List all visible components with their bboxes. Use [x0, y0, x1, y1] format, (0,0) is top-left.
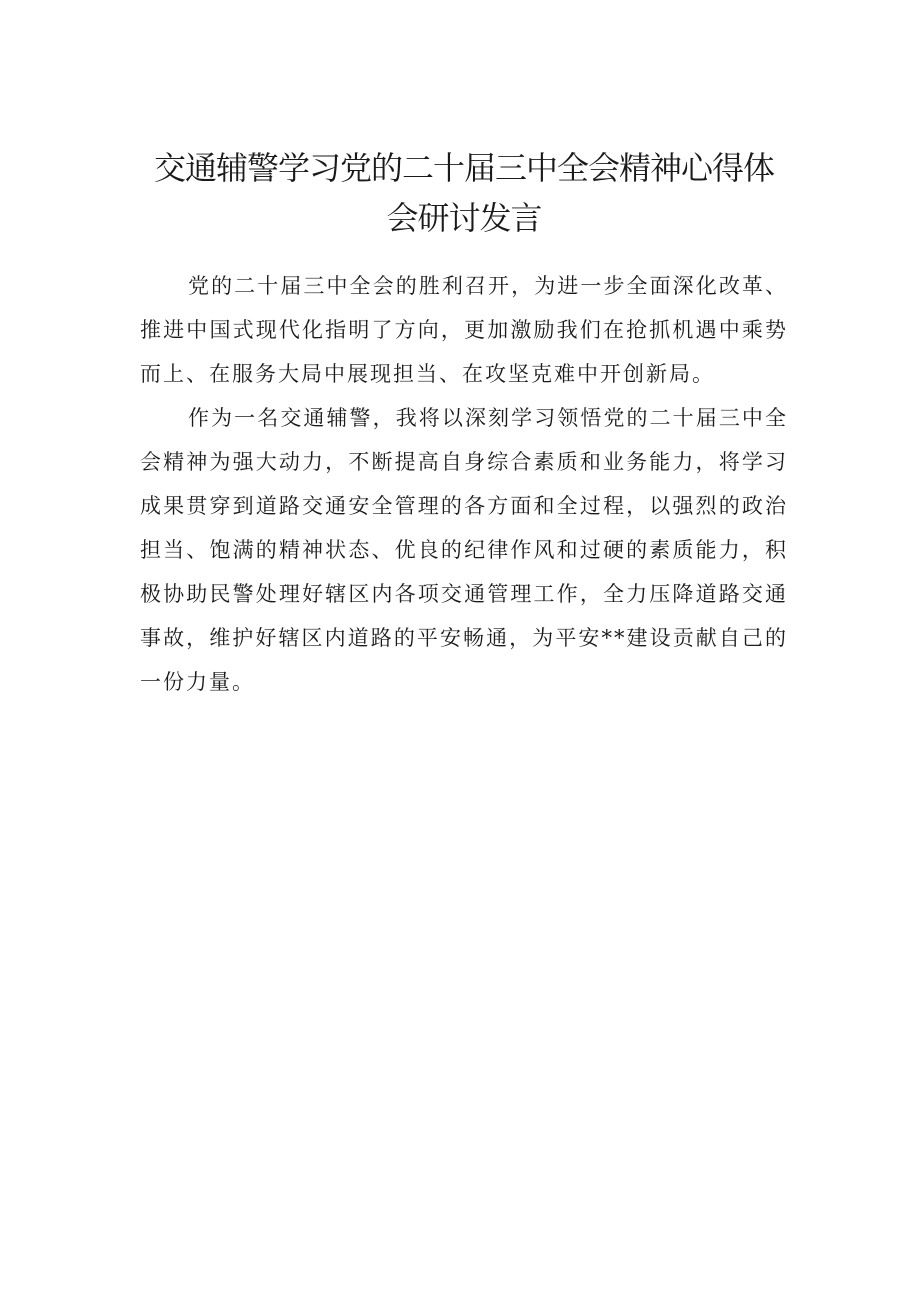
document-title: 交通辅警学习党的二十届三中全会精神心得体会研讨发言: [153, 149, 774, 237]
paragraph-2: 作为一名交通辅警，我将以深刻学习领悟党的二十届三中全会精神为强大动力，不断提高自身综合素质和业务能力，将学习成果贯穿到道路交通安全管理的各方面和全过程，以强烈的政治担当、饱满的精神状态、优良的纪律作风和过硬的素质能力，积极协助民警处理好辖区内各项交通管理工作，全力压降道路交通事故，维护好辖区内道路的平安畅通，为平安**建设贡献自己的一份力量。: [140, 406, 788, 694]
document-body: [140, 264, 788, 704]
paragraph-1: 党的二十届三中全会的胜利召开，为进一步全面深化改革、推进中国式现代化指明了方向，更加激励我们在抢抓机遇中乘势而上、在服务大局中展现担当、在攻坚克难中开创新局。: [140, 274, 788, 386]
